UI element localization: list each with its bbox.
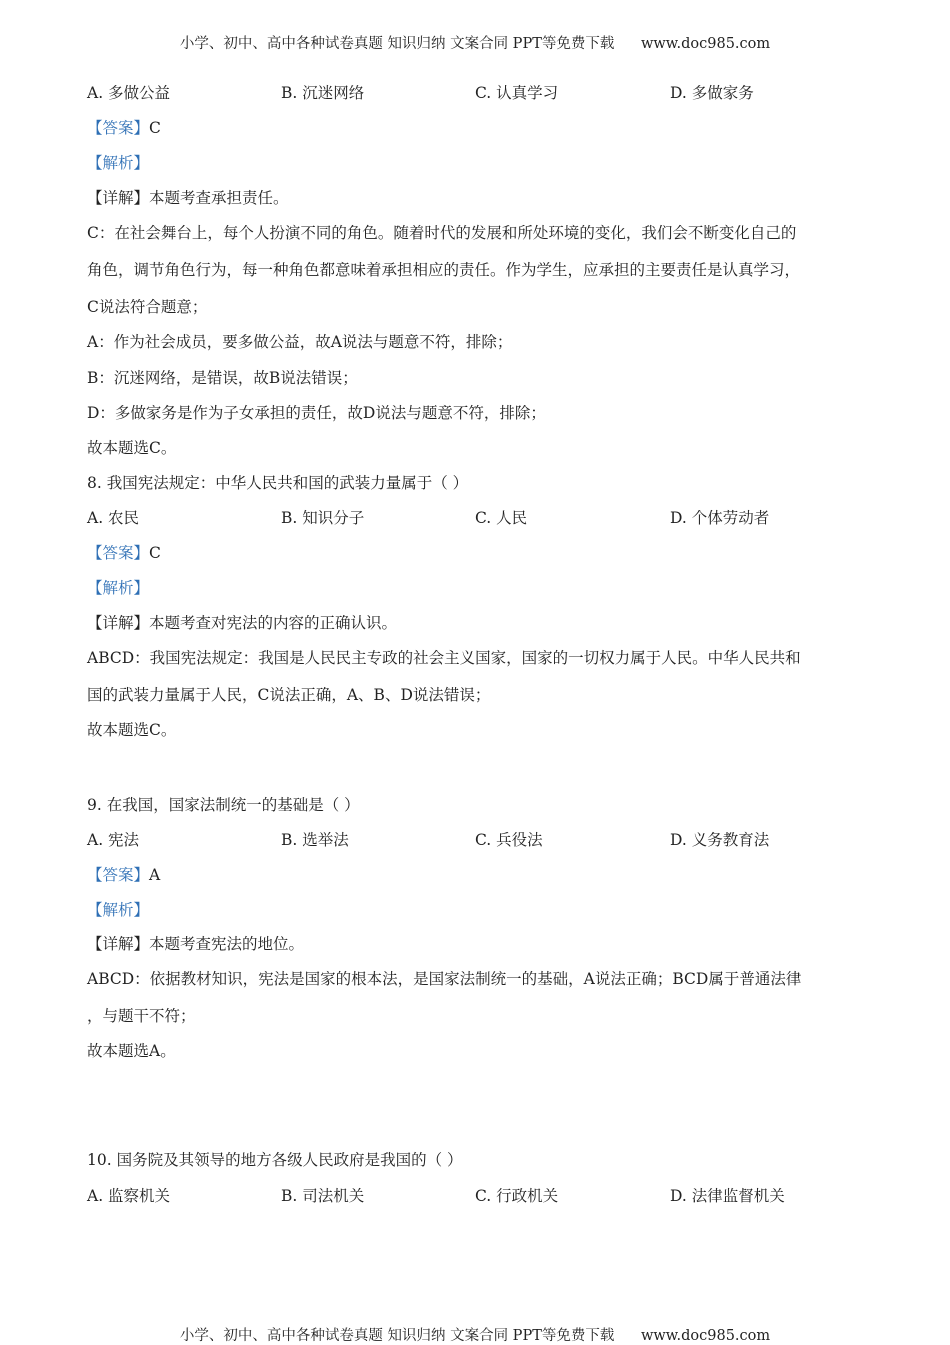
q8-answer: [87, 541, 161, 563]
q7-analysis-tag: 【解析】: [87, 154, 150, 172]
q7-detail: [87, 186, 289, 208]
q8-stem: 8. 我国宪法规定：中华人民共和国的武装力量属于（ ）: [87, 474, 469, 492]
q10-option-b: B. 司法机关: [281, 1187, 365, 1205]
q9-line-1: ABCD：依据教材知识，宪法是国家的根本法，是国家法制统一的基础，A说法正确；BCD属于普通法律: [87, 970, 802, 988]
q10-options: [87, 1184, 867, 1206]
footer-site[interactable]: www.doc985.com: [640, 1328, 771, 1344]
q7-line-1: C：在社会舞台上，每个人扮演不同的角色。随着时代的发展和所处环境的变化，我们会不断变化自己的: [87, 224, 797, 242]
q9-detail: [87, 932, 304, 954]
answer-tag: 【答案】: [87, 866, 150, 884]
q7-line-5: B：沉迷网络，是错误，故B说法错误；: [87, 369, 358, 387]
q7-options: [87, 81, 867, 103]
q7-answer: [87, 116, 161, 138]
q10-option-d: D. 法律监督机关: [670, 1187, 785, 1205]
q10-option-a: A. 监察机关: [87, 1187, 171, 1205]
q7-option-d: D. 多做家务: [670, 84, 754, 102]
detail-tag: 【详解】: [87, 189, 150, 207]
answer-value: A: [149, 866, 161, 884]
answer-tag: 【答案】: [87, 544, 150, 562]
page-header: [0, 32, 950, 53]
footer-text: 小学、初中、高中各种试卷真题 知识归纳 文案合同 PPT等免费下载: [179, 1328, 615, 1344]
q7-line-6: D：多做家务是作为子女承担的责任，故D说法与题意不符，排除；: [87, 404, 546, 422]
q9-option-b: B. 选举法: [281, 831, 349, 849]
q9-answer: [87, 863, 160, 885]
detail-tag: 【详解】: [87, 614, 150, 632]
q8-option-a: A. 农民: [87, 509, 140, 527]
q7-line-2: 角色，调节角色行为，每一种角色都意味着承担相应的责任。作为学生，应承担的主要责任是认真学习，: [87, 261, 801, 279]
q9-option-d: D. 义务教育法: [670, 831, 770, 849]
q7-option-a: A. 多做公益: [87, 84, 171, 102]
q10-stem: 10. 国务院及其领导的地方各级人民政府是我国的（ ）: [87, 1151, 463, 1169]
header-text: 小学、初中、高中各种试卷真题 知识归纳 文案合同 PPT等免费下载: [179, 36, 615, 52]
detail-text: 本题考查宪法的地位。: [149, 935, 305, 953]
q7-line-4: A：作为社会成员，要多做公益，故A说法与题意不符，排除；: [87, 333, 513, 351]
detail-text: 本题考查承担责任。: [149, 189, 289, 207]
answer-value: C: [149, 544, 161, 562]
q7-line-7: 故本题选C。: [87, 439, 177, 457]
q8-option-d: D. 个体劳动者: [670, 509, 770, 527]
q10-option-c: C. 行政机关: [475, 1187, 559, 1205]
q8-analysis-tag: 【解析】: [87, 579, 150, 597]
answer-tag: 【答案】: [87, 119, 150, 137]
detail-text: 本题考查对宪法的内容的正确认识。: [149, 614, 398, 632]
q8-options: [87, 506, 867, 528]
q9-options: [87, 828, 867, 850]
q9-line-3: 故本题选A。: [87, 1042, 176, 1060]
page-footer: [0, 1324, 950, 1345]
answer-value: C: [149, 119, 161, 137]
q8-line-3: 故本题选C。: [87, 721, 177, 739]
detail-tag: 【详解】: [87, 935, 150, 953]
q9-option-c: C. 兵役法: [475, 831, 543, 849]
q7-option-c: C. 认真学习: [475, 84, 559, 102]
q9-stem: 9. 在我国，国家法制统一的基础是（ ）: [87, 796, 360, 814]
q7-option-b: B. 沉迷网络: [281, 84, 365, 102]
q9-line-2: ，与题干不符；: [87, 1007, 196, 1025]
q8-detail: [87, 611, 397, 633]
q8-line-1: ABCD：我国宪法规定：我国是人民民主专政的社会主义国家，国家的一切权力属于人民。中华人民共和: [87, 649, 801, 667]
q8-line-2: 国的武装力量属于人民，C说法正确，A、B、D说法错误；: [87, 686, 491, 704]
q7-line-3: C说法符合题意；: [87, 298, 208, 316]
q8-option-b: B. 知识分子: [281, 509, 365, 527]
q9-option-a: A. 宪法: [87, 831, 140, 849]
header-site[interactable]: www.doc985.com: [640, 36, 771, 52]
q8-option-c: C. 人民: [475, 509, 528, 527]
q9-analysis-tag: 【解析】: [87, 901, 150, 919]
